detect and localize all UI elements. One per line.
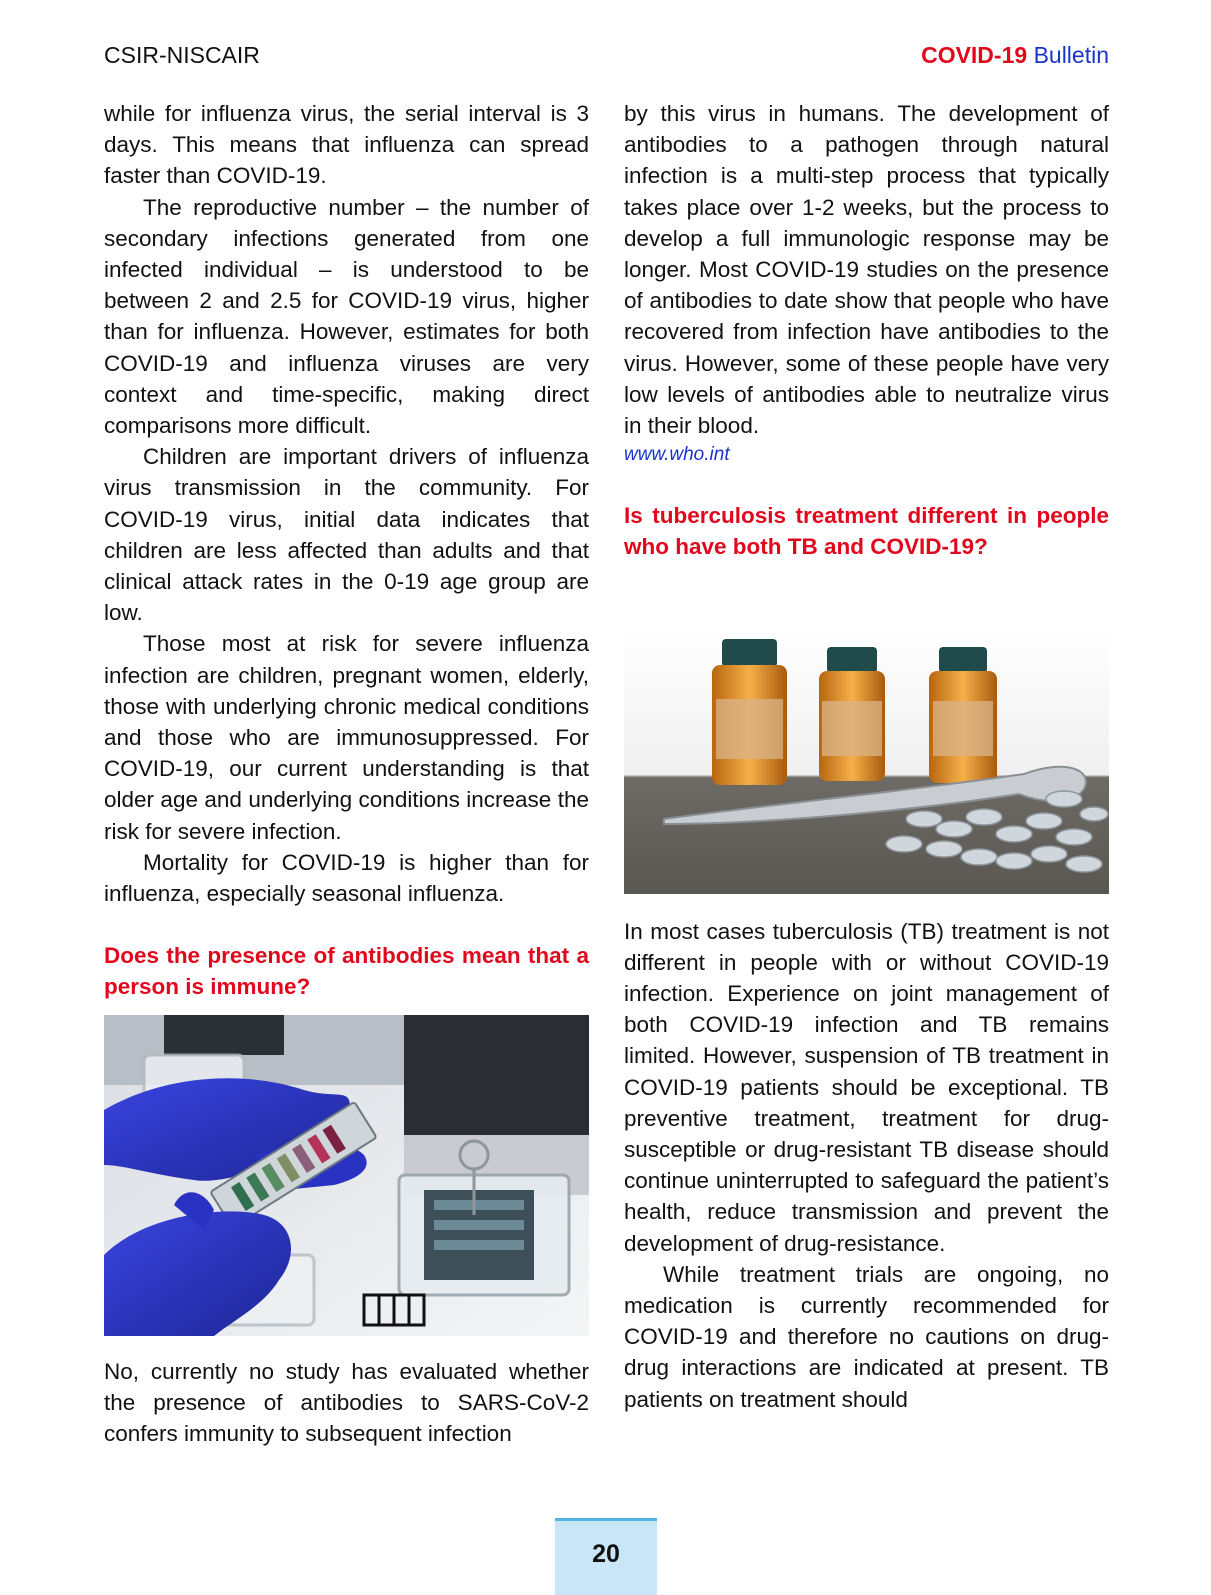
right-paragraph-3: While treatment trials are ongoing, no medication is currently recommended for COVID-19 and therefore no cautions on drug-drug interactions are indicated at present. TB patients on treatment should xyxy=(624,1261,1109,1412)
tb-question-heading: Is tuberculosis treatment different in people who have both TB and COVID-19? xyxy=(624,503,1109,560)
left-paragraph-6: No, currently no study has evaluated whether the presence of antibodies to SARS-CoV-2 confers immunity to subsequent infection xyxy=(104,1358,589,1447)
left-paragraph-3: Children are important drivers of influenza virus transmission in the community. For COVID-19 virus, initial data indicates that children are less affected than adults and that clinical attack rates in the 0-19 age group are low. xyxy=(104,444,589,626)
header-bulletin-title xyxy=(921,42,1109,69)
left-column xyxy=(104,98,589,1449)
lab-test-photo xyxy=(104,1015,589,1336)
left-paragraph-4: Those most at risk for severe influenza infection are children, pregnant women, elderly, those with underlying chronic medical conditions and those who are immunosuppressed. For COVID-19, our current understanding is that older age and underlying conditions increase the risk for severe infection. xyxy=(104,631,589,844)
header-bulletin-strong: COVID-19 xyxy=(921,42,1028,68)
left-paragraph-5: Mortality for COVID-19 is higher than for influenza, especially seasonal influenza. xyxy=(104,849,589,907)
antibodies-question-heading: Does the presence of antibodies mean that a person is immune? xyxy=(104,943,589,1000)
left-paragraph-2: The reproductive number – the number of secondary infections generated from one infected individual – is understood to be between 2 and 2.5 for COVID-19 virus, higher than for influenza. However, estimates for both COVID-19 and influenza viruses are very context and time-specific, making direct comparisons more difficult. xyxy=(104,194,589,439)
left-paragraph-1: while for influenza virus, the serial interval is 3 days. This means that influenza can spread faster than COVID-19. xyxy=(104,101,589,189)
right-column xyxy=(624,98,1109,1415)
medicine-vials-photo xyxy=(624,629,1109,894)
right-paragraph-1: by this virus in humans. The development of antibodies to a pathogen through natural infection is a multi-step process that typically takes place over 1-2 weeks, but the process to develop a full immunologic response may be longer. Most COVID-19 studies on the presence of antibodies to date show that people who have recovered from infection have antibodies to the virus. However, some of these people have very low levels of antibodies able to neutralize virus in their blood. xyxy=(624,101,1109,439)
right-paragraph-2: In most cases tuberculosis (TB) treatment is not different in people with or without COVID-19 infection. Experience on joint management of both COVID-19 infection and TB remains limited. However, suspension of TB treatment in COVID-19 patients should be exceptional. TB preventive treatment, treatment for drug-susceptible or drug-resistant TB disease should continue uninterrupted to safeguard the patient’s health, reduce transmission and prevent the development of drug-resistance. xyxy=(624,918,1109,1256)
source-link[interactable]: www.who.int xyxy=(624,444,730,466)
header-bulletin-rest: Bulletin xyxy=(1033,42,1109,68)
page-number: 20 xyxy=(555,1518,657,1595)
header-org: CSIR-NISCAIR xyxy=(104,42,260,68)
